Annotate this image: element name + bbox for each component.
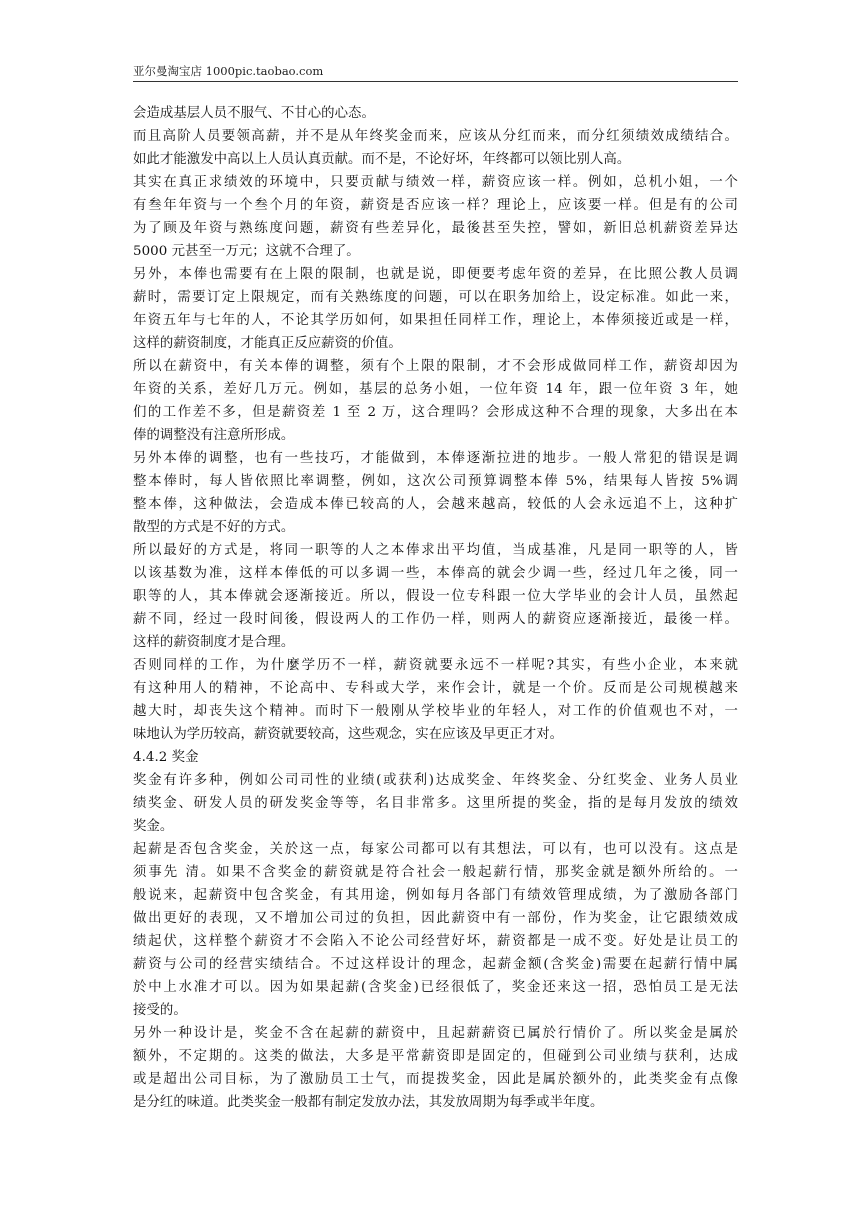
text-line: 所以最好的方式是，将同一职等的人之本俸求出平均值，当成基准，凡是同一职等的人，皆 — [133, 543, 738, 558]
text-line: 额外，不定期的。这类的做法，大多是平常薪资即是固定的，但碰到公司业绩与获利，达成 — [133, 1049, 738, 1064]
text-line: 薪资与公司的经营实绩结合。不过这样设计的理念，起薪金额(含奖金)需要在起薪行情中属 — [133, 957, 738, 972]
text-line: 散型的方式是不好的方式。 — [133, 520, 295, 535]
text-line: 5000 元甚至一万元；这就不合理了。 — [133, 244, 360, 259]
text-line: 为了顾及年资与熟练度问题，薪资有些差异化，最後甚至失控，譬如，新旧总机薪资差异达 — [133, 221, 738, 236]
text-line: 做出更好的表现，又不增加公司过的负担，因此薪资中有一部份，作为奖金，让它跟绩效成 — [133, 911, 738, 926]
text-line: 会造成基层人员不服气、不甘心的心态。 — [133, 106, 375, 121]
text-line: 另外，本俸也需要有在上限的限制，也就是说，即便要考虑年资的差异，在比照公教人员调 — [133, 267, 738, 282]
text-line: 或是超出公司目标，为了激励员工士气，而提拨奖金，因此是属於额外的，此类奖金有点像 — [133, 1072, 738, 1087]
text-line: 奖金有许多种，例如公司司性的业绩(或获利)达成奖金、年终奖金、分红奖金、业务人员业 — [133, 773, 738, 788]
text-line: 起薪是否包含奖金，关於这一点，每家公司都可以有其想法，可以有，也可以没有。这点是 — [133, 842, 738, 857]
text-line: 们的工作差不多，但是薪资差 1 至 2 万，这合理吗？会形成这种不合理的现象，大多出在本 — [133, 405, 738, 420]
text-line: 越大时，却丧失这个精神。而时下一般刚从学校毕业的年轻人，对工作的价值观也不对，一 — [133, 704, 738, 719]
text-line: 奖金。 — [133, 819, 174, 834]
text-line: 薪时，需要订定上限规定，而有关熟练度的问题，可以在职务加给上，设定标准。如此一来， — [133, 290, 738, 305]
text-line: 须事先 清。如果不含奖金的薪资就是符合社会一般起薪行情，那奖金就是额外所给的。一 — [133, 865, 738, 880]
text-line: 年资的关系，差好几万元。例如，基层的总务小姐，一位年资 14 年，跟一位年资 3 年，她 — [133, 382, 738, 397]
text-line: 其实在真正求绩效的环境中，只要贡献与绩效一样，薪资应该一样。例如，总机小姐，一个 — [133, 175, 738, 190]
text-line: 於中上水准才可以。因为如果起薪(含奖金)已经很低了，奖金还来这一招，恐怕员工是无法 — [133, 980, 738, 995]
text-line: 有这种用人的精神，不论高中、专科或大学，来作会计，就是一个价。反而是公司规模越来 — [133, 681, 738, 696]
body-text — [133, 102, 738, 1114]
header-text: 亚尔曼淘宝店 1000pic.taobao.com — [133, 64, 324, 78]
page-header — [133, 63, 738, 82]
text-line: 有叁年年资与一个叁个月的年资，薪资是否应该一样？理论上，应该要一样。但是有的公司 — [133, 198, 738, 213]
text-line: 味地认为学历较高，薪资就要较高，这些观念，实在应该及早更正才对。 — [133, 727, 564, 742]
text-line: 如此才能激发中高以上人员认真贡献。而不是，不论好坏，年终都可以领比别人高。 — [133, 152, 631, 167]
text-line: 否则同样的工作，为什麼学历不一样，薪资就要永远不一样呢?其实，有些小企业，本来就 — [133, 658, 738, 673]
text-line: 整本俸，这种做法，会造成本俸已较高的人，会越来越高，较低的人会永远追不上，这种扩 — [133, 497, 738, 512]
text-line: 4.4.2 奖金 — [133, 750, 199, 765]
text-line: 年资五年与七年的人，不论其学历如何，如果担任同样工作，理论上，本俸须接近或是一样， — [133, 313, 738, 328]
text-line: 而且高阶人员要领高薪，并不是从年终奖金而来，应该从分红而来，而分红须绩效成绩结合。 — [133, 129, 738, 144]
text-line: 以该基数为准，这样本俸低的可以多调一些，本俸高的就会少调一些，经过几年之後，同一 — [133, 566, 738, 581]
text-line: 另外一种设计是，奖金不含在起薪的薪资中，且起薪薪资已属於行情价了。所以奖金是属於 — [133, 1026, 738, 1041]
text-line: 职等的人，其本俸就会逐渐接近。所以，假设一位专科跟一位大学毕业的会计人员，虽然起 — [133, 589, 738, 604]
text-line: 是分红的味道。此类奖金一般都有制定发放办法，其发放周期为每季或半年度。 — [133, 1095, 604, 1110]
text-line: 接受的。 — [133, 1003, 187, 1018]
text-line: 绩奖金、研发人员的研发奖金等等，名目非常多。这里所提的奖金，指的是每月发放的绩效 — [133, 796, 738, 811]
text-line: 所以在薪资中，有关本俸的调整，须有个上限的限制，才不会形成做同样工作，薪资却因为 — [133, 359, 738, 374]
text-line: 整本俸时，每人皆依照比率调整，例如，这次公司预算调整本俸 5%，结果每人皆按 5%调 — [133, 474, 738, 489]
text-line: 般说来，起薪资中包含奖金，有其用途，例如每月各部门有绩效管理成绩，为了激励各部门 — [133, 888, 738, 903]
text-line: 另外本俸的调整，也有一些技巧，才能做到，本俸逐渐拉进的地步。一般人常犯的错误是调 — [133, 451, 738, 466]
text-line: 这样的薪资制度，才能真正反应薪资的价值。 — [133, 336, 402, 351]
text-line: 俸的调整没有注意所形成。 — [133, 428, 295, 443]
text-line: 这样的薪资制度才是合理。 — [133, 635, 295, 650]
text-line: 绩起伏，这样整个薪资才不会陷入不论公司经营好坏，薪资都是一成不变。好处是让员工的 — [133, 934, 738, 949]
text-line: 薪不同，经过一段时间後，假设两人的工作仍一样，则两人的薪资应逐渐接近，最後一样。 — [133, 612, 738, 627]
